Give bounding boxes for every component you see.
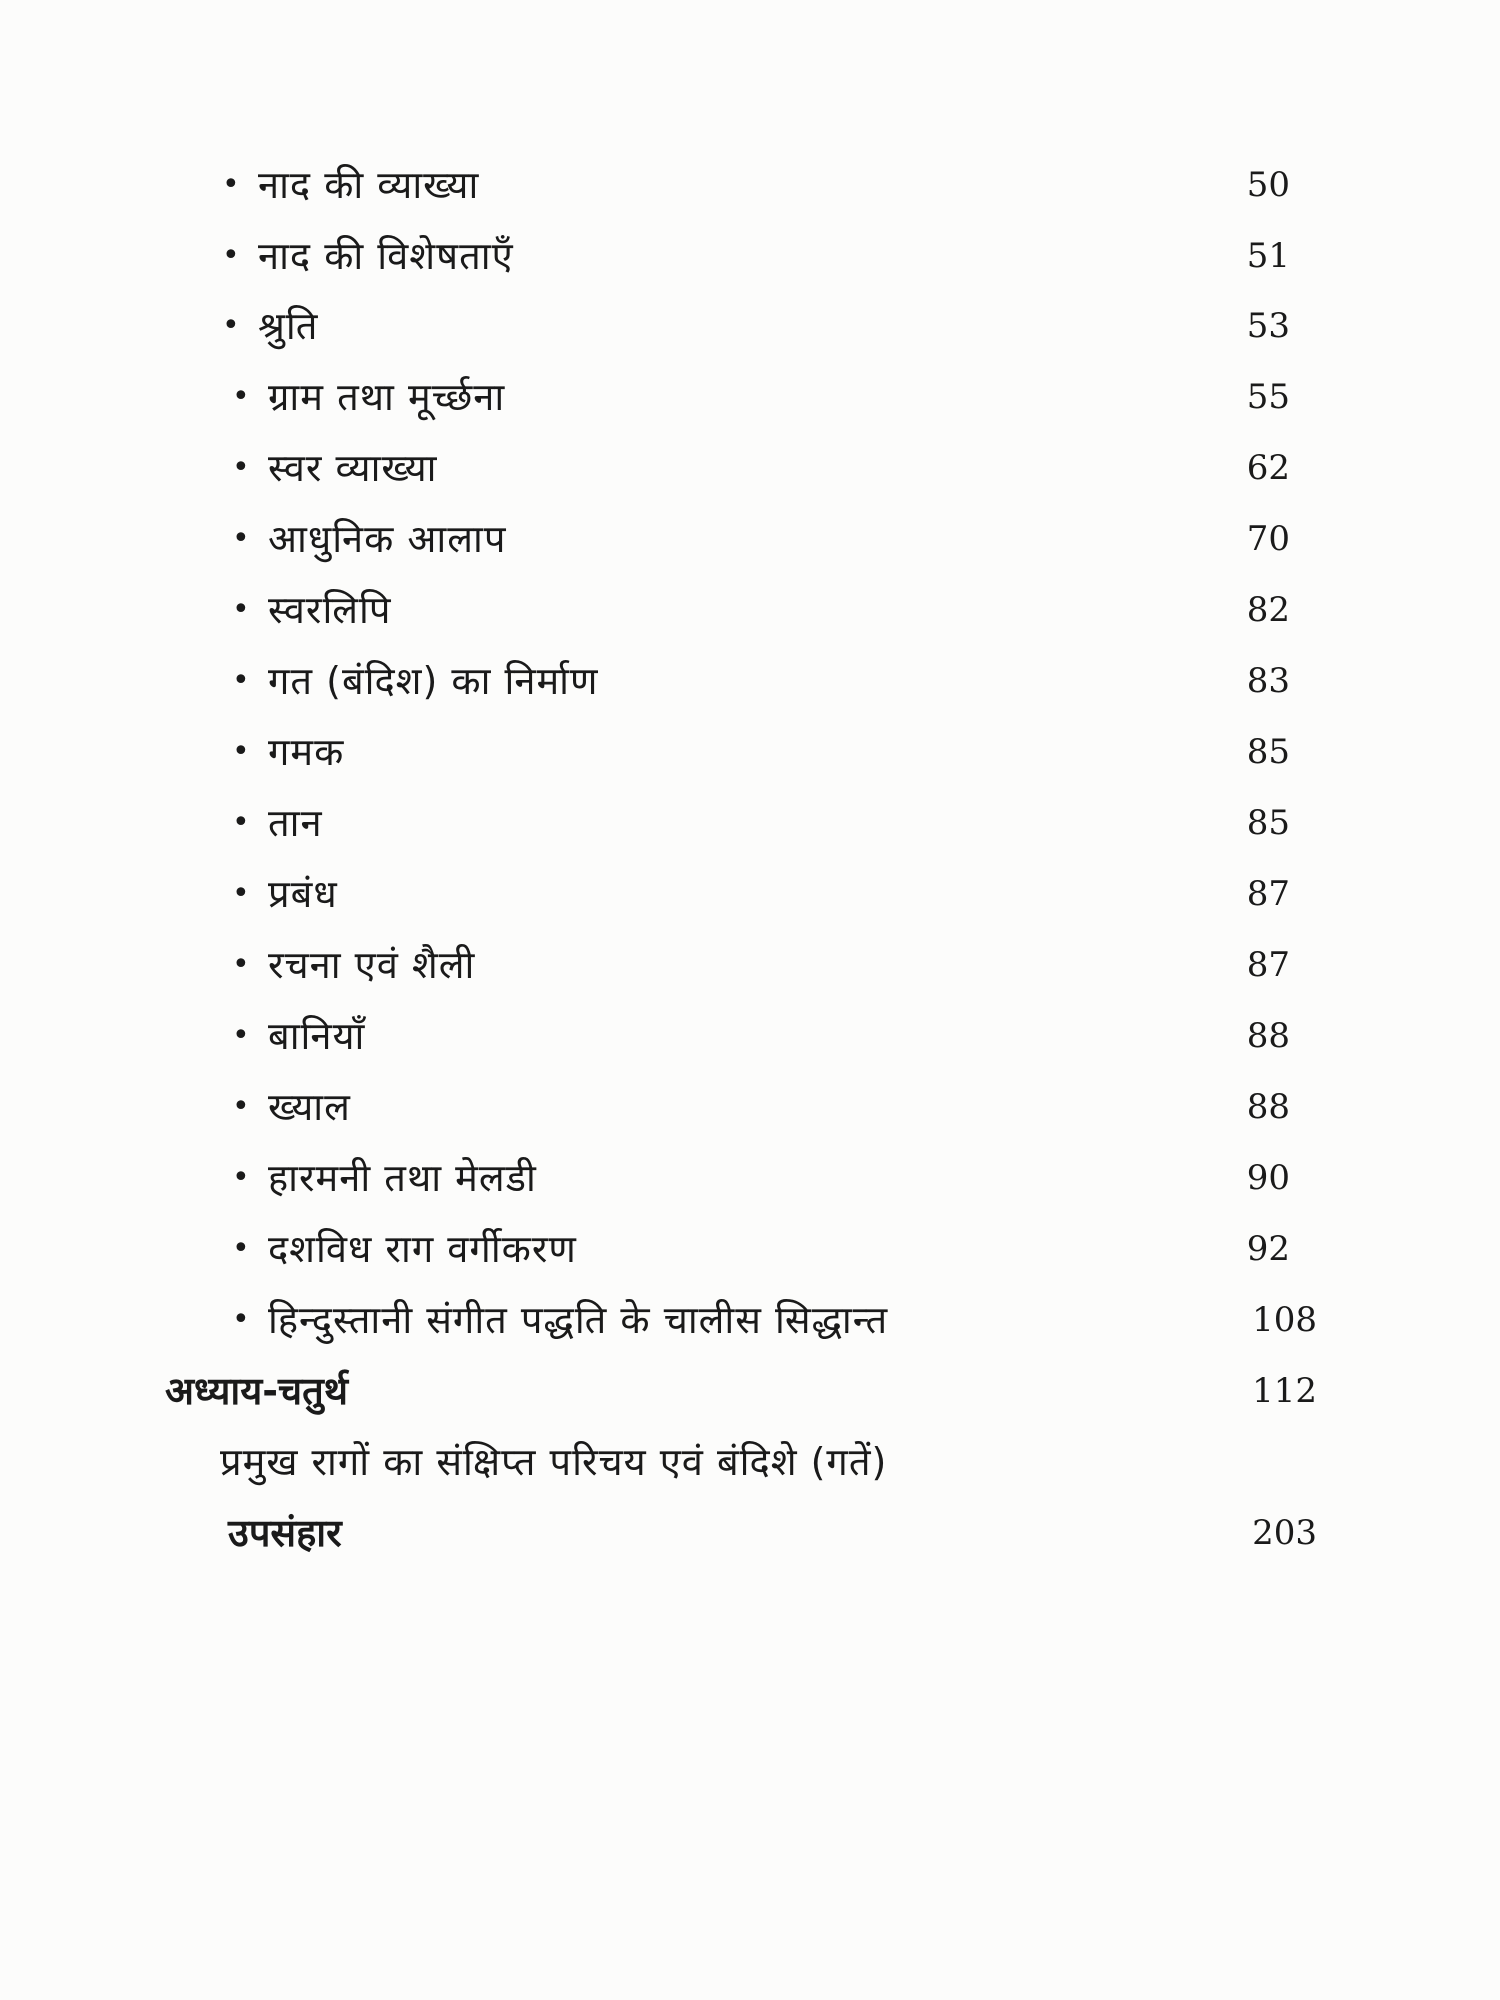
toc-row (0, 1148, 1500, 1208)
conclusion-title: उपसंहार (228, 1511, 342, 1555)
toc-entry (232, 367, 505, 427)
toc-page-number: 88 (1246, 1087, 1290, 1127)
bullet-icon: • (232, 947, 251, 982)
toc-row (0, 296, 1500, 356)
bullet-icon: • (232, 805, 251, 840)
toc-row (0, 722, 1500, 782)
toc-entry (232, 438, 438, 498)
toc-entry (232, 1077, 351, 1137)
toc-entry (222, 296, 318, 356)
toc-page-number: 51 (1246, 236, 1290, 276)
bullet-icon: • (232, 450, 251, 485)
toc-row (0, 1006, 1500, 1066)
toc-entry (232, 1148, 537, 1208)
toc-entry (232, 1219, 577, 1279)
bullet-icon: • (232, 663, 251, 698)
bullet-icon: • (222, 167, 241, 202)
bullet-icon: • (232, 1160, 251, 1195)
chapter-page-number: 112 (1252, 1371, 1317, 1411)
toc-row (0, 793, 1500, 853)
toc-entry (232, 1290, 888, 1350)
toc-title: स्वर व्याख्या (268, 446, 438, 490)
bullet-icon: • (232, 1089, 251, 1124)
toc-title: बानियाँ (268, 1014, 366, 1058)
toc-row (0, 226, 1500, 286)
conclusion-page-number: 203 (1252, 1513, 1317, 1553)
bullet-icon: • (232, 876, 251, 911)
toc-page-number: 70 (1246, 519, 1290, 559)
toc-title: नाद की व्याख्या (258, 163, 480, 207)
toc-title: हिन्दुस्तानी संगीत पद्धति के चालीस सिद्धान्त (268, 1298, 889, 1342)
bullet-icon: • (232, 379, 251, 414)
toc-row (0, 155, 1500, 215)
toc-page-number: 55 (1246, 377, 1290, 417)
toc-page-number: 90 (1246, 1158, 1290, 1198)
toc-entry (222, 155, 479, 215)
toc-entry (232, 722, 344, 782)
toc-page-number: 108 (1252, 1300, 1317, 1340)
toc-entry (222, 226, 514, 286)
toc-page-number: 85 (1246, 803, 1290, 843)
toc-title: आधुनिक आलाप (268, 517, 507, 561)
toc-row (0, 1077, 1500, 1137)
toc-row (0, 935, 1500, 995)
chapter-title: अध्याय-चतुर्थ (165, 1369, 349, 1413)
toc-row (0, 509, 1500, 569)
bullet-icon: • (232, 1231, 251, 1266)
toc-entry (232, 580, 391, 640)
toc-entry (232, 793, 323, 853)
toc-title: स्वरलिपि (268, 588, 392, 632)
toc-title: प्रबंध (268, 872, 338, 916)
toc-title: गमक (268, 730, 345, 774)
toc-title: रचना एवं शैली (268, 943, 476, 987)
toc-page-number: 88 (1246, 1016, 1290, 1056)
toc-entry (232, 1006, 365, 1066)
toc-entry (232, 935, 475, 995)
bullet-icon: • (232, 521, 251, 556)
chapter-subtitle-row (0, 1432, 1500, 1492)
toc-title: हारमनी तथा मेलडी (268, 1156, 537, 1200)
bullet-icon: • (232, 1018, 251, 1053)
conclusion-row (0, 1503, 1500, 1563)
toc-page-number: 87 (1246, 874, 1290, 914)
toc-row (0, 367, 1500, 427)
toc-row (0, 651, 1500, 711)
bullet-icon: • (232, 734, 251, 769)
toc-title: ग्राम तथा मूर्च्छना (268, 375, 506, 419)
toc-title: श्रुति (258, 304, 319, 348)
toc-title: तान (268, 801, 323, 845)
bullet-icon: • (232, 1302, 251, 1337)
toc-page-number: 62 (1246, 448, 1290, 488)
toc-entry (232, 864, 338, 924)
toc-page-number: 83 (1246, 661, 1290, 701)
toc-row (0, 1219, 1500, 1279)
toc-title: ख्याल (268, 1085, 351, 1129)
toc-page-number: 92 (1246, 1229, 1290, 1269)
toc-row (0, 1290, 1500, 1350)
chapter-subtitle: प्रमुख रागों का संक्षिप्त परिचय एवं बंदिशे (गतें) (220, 1440, 888, 1484)
toc-row (0, 864, 1500, 924)
toc-title: गत (बंदिश) का निर्माण (268, 659, 599, 703)
toc-page-number: 87 (1246, 945, 1290, 985)
bullet-icon: • (222, 308, 241, 343)
toc-row (0, 438, 1500, 498)
toc-entry (232, 509, 506, 569)
toc-row (0, 580, 1500, 640)
toc-page-number: 85 (1246, 732, 1290, 772)
bullet-icon: • (222, 238, 241, 273)
toc-title: नाद की विशेषताएँ (258, 234, 514, 278)
toc-page-number: 50 (1246, 165, 1290, 205)
toc-entry (232, 651, 599, 711)
toc-page-number: 82 (1246, 590, 1290, 630)
bullet-icon: • (232, 592, 251, 627)
toc-page-number: 53 (1246, 306, 1290, 346)
toc-title: दशविध राग वर्गीकरण (268, 1227, 577, 1271)
chapter-row (0, 1361, 1500, 1421)
